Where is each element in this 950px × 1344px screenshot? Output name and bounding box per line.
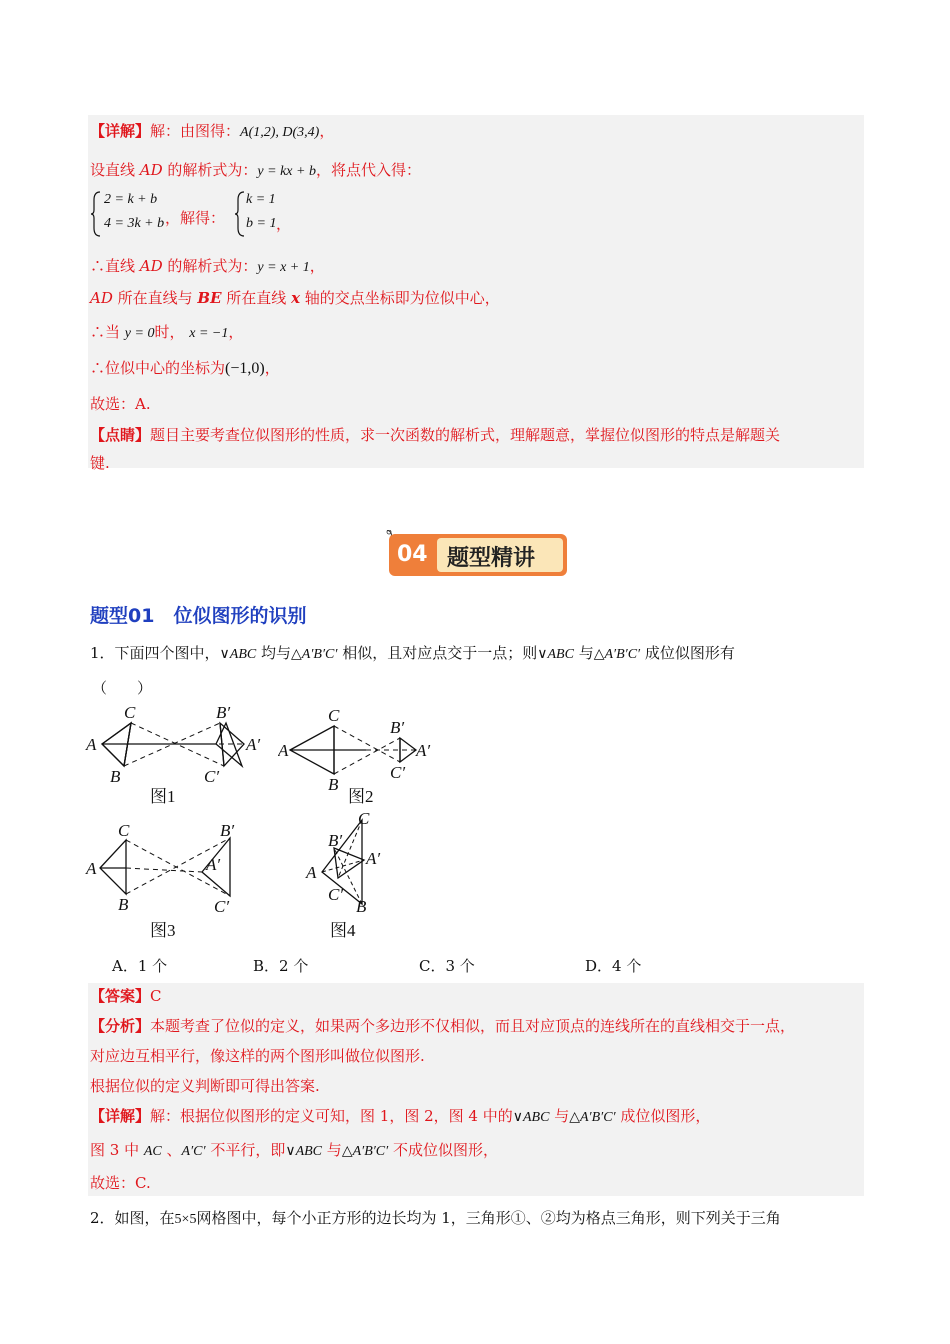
top-detail-line7: ∴位似中心的坐标为(−1,0)，: [90, 359, 280, 377]
fig2-label-Ap: A′: [416, 741, 431, 760]
q1-detail-line2: 图 3 中 AC 、A′C′ 不平行，即∨ABC 与△A′B′C′ 不成位似图形，: [90, 1141, 498, 1159]
fig3-label-Bp: B′: [220, 822, 235, 840]
q1-answer-line: 【答案】C: [90, 987, 162, 1005]
q1-analysis-line2: 对应边互相平行，像这样的两个图形叫做位似图形.: [90, 1047, 425, 1065]
system2-eq2: b = 1: [246, 216, 277, 231]
fig4-label-A: A: [306, 863, 317, 882]
fig1-label-Bp: B′: [216, 703, 231, 722]
fig4-label-Cp: C′: [328, 885, 344, 904]
fig2-label-Cp: C′: [390, 763, 406, 782]
q1-analysis-line3: 根据位似的定义判断即可得出答案.: [90, 1077, 320, 1095]
fig2-label-A: A: [278, 741, 289, 760]
system1-eq2: 4 = 3k + b: [104, 216, 165, 231]
fig1-label-A: A: [86, 735, 97, 754]
top-detail-line5: AD 所在直线与 BE 所在直线 x 轴的交点坐标即为位似中心，: [90, 289, 500, 307]
figure-4: [300, 808, 410, 942]
fig4-label-Ap: A′: [366, 849, 381, 868]
fig4-label-C: C: [358, 809, 370, 828]
figure-2: [278, 702, 448, 812]
top-comment-line2: 键.: [90, 454, 110, 472]
q1-option-d[interactable]: D．4 个: [585, 957, 642, 975]
fig3-label-C: C: [118, 822, 130, 840]
section-heading: 题型01 位似图形的识别: [90, 605, 307, 627]
q1-option-a[interactable]: A．1 个: [112, 957, 168, 975]
top-detail-line4: ∴直线 AD 的解析式为：y = x + 1，: [90, 257, 325, 275]
top-detail-line8: 故选：A.: [90, 395, 151, 413]
top-detail-line2: 设直线 AD 的解析式为：y = kx + b，将点代入得：: [90, 161, 421, 179]
fig2-label-B: B: [328, 775, 339, 794]
system1-eq1: 2 = k + b: [104, 192, 158, 207]
q1-option-b[interactable]: B．2 个: [253, 957, 309, 975]
fig1-label-B: B: [110, 767, 121, 786]
q1-stem: 1．下面四个图中，∨ABC 均与△A′B′C′ 相似，且对应点交于一点；则∨ABC 与△A′B′C′ 成位似图形有: [90, 644, 735, 662]
q1-paren: （ ）: [92, 679, 153, 697]
section-banner: [385, 530, 569, 578]
fig4-label-Bp: B′: [328, 831, 343, 850]
q1-analysis-line1: 【分析】本题考查了位似的定义，如果两个多边形不仅相似，而且对应顶点的连线所在的直线相交于一点，: [90, 1017, 796, 1035]
system-brace-right: [234, 190, 246, 238]
q1-option-c[interactable]: C．3 个: [419, 957, 475, 975]
q2-stem: 2．如图，在5×5网格图中，每个小正方形的边长均为 1，三角形①、②均为格点三角形，则下列关于三角: [90, 1209, 781, 1227]
fig3-label-A: A: [86, 859, 97, 878]
fig1-label-Cp: C′: [204, 767, 220, 786]
fig4-label-B: B: [356, 897, 367, 916]
system2-eq1: k = 1: [246, 192, 276, 207]
system2-end: ，: [276, 215, 292, 233]
fig1-label-Ap: A′: [246, 735, 261, 754]
fig2-label-Bp: B′: [390, 718, 405, 737]
fig3-label-Cp: C′: [214, 897, 230, 916]
solve-label: ，解得：: [165, 209, 226, 227]
fig1-caption: 图1: [150, 787, 176, 806]
banner-title: 题型精讲: [447, 546, 536, 571]
fig3-label-B: B: [118, 895, 129, 914]
fig3-caption: 图3: [150, 921, 176, 940]
fig2-caption: 图2: [348, 787, 374, 806]
top-comment-line1: 【点睛】题目主要考查位似图形的性质，求一次函数的解析式，理解题意，掌握位似图形的特点是解题关: [90, 426, 781, 444]
system-brace-left: [90, 190, 102, 238]
fig2-label-C: C: [328, 706, 340, 725]
fig3-label-Ap: A′: [206, 855, 221, 874]
q1-detail-line1: 【详解】解：根据位似图形的定义可知，图 1，图 2，图 4 中的∨ABC 与△A′B′C′ 成位似图形，: [90, 1107, 711, 1125]
top-detail-line6: ∴当 y = 0时， x = −1，: [90, 323, 244, 341]
fig4-caption: 图4: [330, 921, 356, 940]
fig1-label-C: C: [124, 703, 136, 722]
figure-3: [84, 822, 254, 942]
figure-1: [84, 702, 274, 812]
banner-number: 04: [397, 542, 428, 567]
q1-final: 故选：C.: [90, 1174, 151, 1192]
top-detail-line1: 【详解】解：由图得：A(1,2), D(3,4)，: [90, 122, 335, 140]
